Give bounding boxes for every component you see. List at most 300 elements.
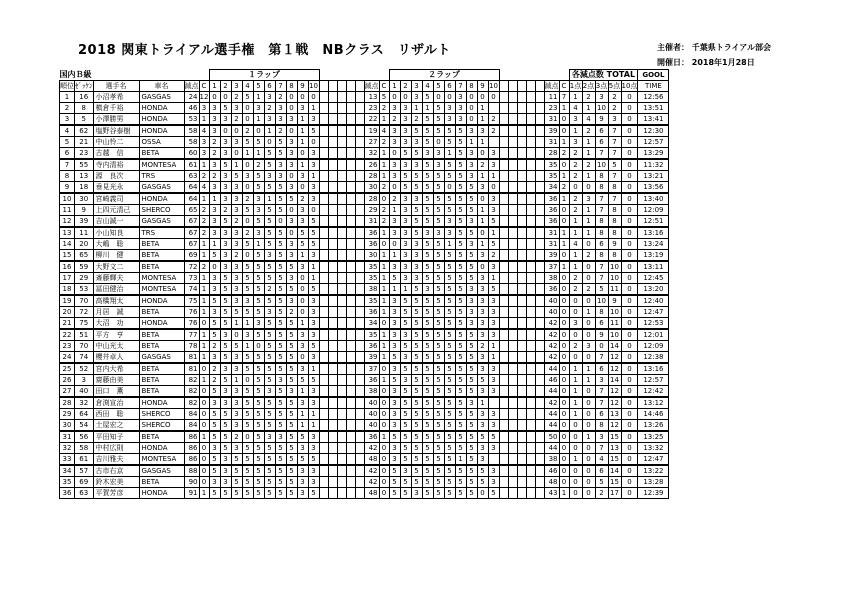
lap2-section-cell: 0 [477,148,488,160]
lap2-section-cell: 0 [389,239,400,250]
lap2-section-cell: 5 [455,341,466,352]
lap1-section-cell: 3 [231,273,242,284]
number-cell: 59 [75,261,94,273]
lap1-section-cell: 2 [231,216,242,228]
rank-cell: 35 [60,477,75,488]
lap1-clean-cell: 0 [379,454,389,466]
lap1-section-cell: 3 [308,386,319,398]
deduct-2pt-cell: 0 [582,386,595,398]
lap1-section-cell: 3 [308,114,319,126]
lap1-section-cell: 5 [264,397,275,409]
deduct-10pt-cell: 0 [621,182,638,194]
lap1-section-cell: 5 [308,341,319,352]
lap2-section-cell: 5 [411,443,422,454]
deduct-10pt-cell: 0 [621,92,638,103]
deduct-5pt-cell: 3 [608,114,621,126]
lap1-section-cell: 3 [242,171,253,182]
lap2-score-cell: 36 [544,193,559,205]
lap1-clean-cell: 1 [379,171,389,182]
lap2-section-cell: 3 [389,261,400,273]
lap1-section-cell: 5 [242,409,253,420]
lap2-section-cell: 5 [433,239,444,250]
lap1-section-cell: 3 [209,307,220,318]
lap2-section-cell: 5 [444,352,455,364]
lap1-section-cell: 3 [286,239,297,250]
total-score-cell: 76 [184,307,199,318]
lap2-section-cell: 5 [422,431,433,443]
deduct-5pt-cell: 14 [608,465,621,477]
table-row [60,329,669,341]
lap2-clean-cell: 0 [559,397,569,409]
deduct-2pt-cell: 0 [582,352,595,364]
lap1-section-cell: 5 [308,239,319,250]
lap1-section-cell: 0 [220,125,231,137]
clean-count-cell: 1 [199,431,209,443]
lap1-section-cell: 3 [231,137,242,148]
lap1-section-cell: 5 [220,307,231,318]
deduct-2pt-cell: 2 [582,92,595,103]
col-lap1-section: 10 [309,82,318,90]
lap2-section-cell: 3 [400,193,411,205]
lap2-section-cell: 5 [422,397,433,409]
lap1-section-cell: 1 [297,420,308,432]
lap2-section-cell: 3 [477,295,488,307]
lap2-section-cell: 5 [389,375,400,386]
lap2-section-cell: 5 [400,182,411,194]
lap1-section-cell: 1 [253,92,264,103]
lap2-section-cell: 0 [389,148,400,160]
lap2-section-cell: 5 [400,488,411,499]
lap2-score-cell: 36 [544,205,559,216]
lap1-section-cell: 0 [297,182,308,194]
lap2-section-cell: 5 [466,205,477,216]
lap2-section-cell: 0 [477,193,488,205]
lap2-section-cell: 5 [444,431,455,443]
rank-cell: 28 [60,397,75,409]
lap2-section-cell: 5 [466,193,477,205]
lap2-section-cell: 5 [422,443,433,454]
lap2-clean-cell: 0 [559,409,569,420]
lap1-section-cell: 0 [297,148,308,160]
lap1-section-cell: 2 [286,307,297,318]
lap2-section-cell: 3 [477,307,488,318]
lap2-section-cell: 5 [444,477,455,488]
lap2-clean-cell: 0 [559,159,569,171]
lap1-section-cell: 3 [286,295,297,307]
lap2-section-cell: 5 [455,193,466,205]
rider-name-cell: 中山光太 [93,341,139,352]
rank-cell: 1 [60,92,75,103]
lap2-section-cell: 5 [433,431,444,443]
lap1-section-cell: 2 [231,114,242,126]
lap1-section-cell: 3 [253,318,264,330]
lap2-section-cell: 5 [444,397,455,409]
table-row [60,397,669,409]
lap2-clean-cell: 0 [559,329,569,341]
deduct-3pt-cell: 7 [595,386,608,398]
lap1-section-cell: 5 [264,454,275,466]
lap1-section-cell: 2 [209,148,220,160]
lap2-section-cell: 3 [477,420,488,432]
rider-name-cell: 塩野谷泰樹 [93,125,139,137]
lap2-clean-cell: 0 [559,477,569,488]
lap2-section-cell: 5 [422,375,433,386]
lap2-section-cell: 5 [422,125,433,137]
deduct-1pt-cell: 1 [569,454,582,466]
deduct-2pt-cell: 1 [582,205,595,216]
deduct-1pt-cell: 0 [569,295,582,307]
lap1-section-cell: 5 [264,295,275,307]
lap2-section-cell: 3 [477,182,488,194]
lap2-section-cell: 5 [422,250,433,262]
lap2-section-cell: 3 [400,103,411,114]
lap1-section-cell: 3 [220,193,231,205]
lap2-section-cell: 0 [433,92,444,103]
lap2-section-cell: 5 [422,420,433,432]
lap2-section-cell: 0 [488,92,499,103]
deduct-5pt-cell: 15 [608,431,621,443]
lap2-section-cell: 2 [389,193,400,205]
deduct-2pt-cell: 1 [582,103,595,114]
lap1-section-cell: 5 [231,488,242,499]
lap2-section-cell: 5 [477,477,488,488]
lap2-section-cell: 5 [389,352,400,364]
rider-name-cell: 西田 聡 [93,409,139,420]
lap1-section-cell: 5 [286,477,297,488]
lap1-section-cell: 5 [286,420,297,432]
lap1-section-cell: 1 [242,341,253,352]
rank-cell: 31 [60,431,75,443]
rider-name-cell: 平賀芳彦 [93,488,139,499]
lap1-section-cell: 5 [264,273,275,284]
lap2-section-cell: 3 [400,114,411,126]
lap1-section-cell: 5 [275,318,286,330]
deduct-1pt-cell: 2 [569,341,582,352]
lap2-section-cell: 5 [455,409,466,420]
deduct-5pt-cell: 8 [608,250,621,262]
lap1-section-cell: 5 [220,273,231,284]
lap1-section-cell: 0 [308,137,319,148]
lap2-score-cell: 34 [544,182,559,194]
deduct-5pt-cell: 10 [608,273,621,284]
total-score-cell: 64 [184,193,199,205]
lap1-section-cell: 5 [264,420,275,432]
lap1-section-cell: 3 [231,261,242,273]
lap2-section-cell: 3 [488,477,499,488]
bike-cell: HONDA [139,318,184,330]
deduct-10pt-cell: 0 [621,397,638,409]
lap2-clean-cell: 1 [559,103,569,114]
time-cell: 12:38 [638,352,669,364]
lap2-section-cell: 3 [433,159,444,171]
lap2-section-cell: 5 [455,261,466,273]
lap2-section-cell: 3 [389,409,400,420]
lap1-section-cell: 5 [209,250,220,262]
lap2-section-cell: 3 [488,386,499,398]
lap2-score-cell: 31 [544,239,559,250]
lap1-section-cell: 1 [297,409,308,420]
lap1-section-cell: 3 [286,182,297,194]
lap1-section-cell: 3 [242,329,253,341]
lap2-section-cell: 5 [433,329,444,341]
lap1-section-cell: 3 [231,103,242,114]
lap1-section-cell: 1 [242,318,253,330]
total-score-cell: 67 [184,216,199,228]
rank-cell: 36 [60,488,75,499]
lap1-section-cell: 2 [297,193,308,205]
lap1-section-cell: 5 [264,375,275,386]
lap2-score-cell: 36 [544,216,559,228]
lap2-section-cell: 5 [455,125,466,137]
lap2-clean-cell: 0 [559,284,569,296]
lap2-section-cell: 1 [411,103,422,114]
lap2-section-cell: 0 [433,137,444,148]
rider-name-cell: 大野文二 [93,261,139,273]
table-row [60,239,669,250]
deduct-10pt-cell: 0 [621,454,638,466]
lap1-section-cell: 2 [264,103,275,114]
lap1-section-cell: 5 [275,250,286,262]
rank-cell: 9 [60,182,75,194]
lap1-section-cell: 3 [220,363,231,375]
lap1-clean-cell: 0 [379,409,389,420]
clean-count-cell: 0 [199,386,209,398]
lap1-section-cell: 5 [220,103,231,114]
lap1-section-cell: 1 [297,250,308,262]
lap2-section-cell: 5 [455,488,466,499]
number-cell: 18 [75,182,94,194]
lap2-section-cell: 5 [433,284,444,296]
clean-count-cell: 1 [199,329,209,341]
lap1-clean-cell: 0 [379,318,389,330]
rank-cell: 24 [60,352,75,364]
lap2-score-cell: 44 [544,420,559,432]
rider-name-cell: 田口 薫 [93,386,139,398]
lap1-section-cell: 3 [286,273,297,284]
lap1-section-cell: 3 [231,352,242,364]
time-cell: 12:09 [638,205,669,216]
lap2-section-cell: 3 [444,216,455,228]
deduct-1pt-cell: 4 [569,239,582,250]
deduct-5pt-cell: 8 [608,205,621,216]
deduct-10pt-cell: 0 [621,239,638,250]
lap2-section-cell: 3 [444,114,455,126]
deduct-2pt-cell: 2 [582,159,595,171]
deduct-3pt-cell: 3 [595,92,608,103]
clean-count-cell: 4 [199,182,209,194]
lap2-section-cell: 5 [433,443,444,454]
table-row [60,137,669,148]
lap2-section-cell: 3 [466,216,477,228]
clean-count-cell: 2 [199,227,209,239]
lap1-score-cell: 35 [364,295,379,307]
lap2-section-cell: 3 [411,137,422,148]
lap1-section-cell: 3 [308,295,319,307]
lap2-section-cell: 5 [422,409,433,420]
lap2-section-cell: 3 [466,318,477,330]
lap1-section-cell: 1 [209,193,220,205]
lap2-section-cell: 5 [455,182,466,194]
lap2-section-cell: 5 [433,397,444,409]
lap2-section-cell [488,397,499,409]
lap1-section-cell: 5 [264,341,275,352]
lap1-section-cell: 5 [242,386,253,398]
deduction-total-header: 各減点数 TOTAL [569,70,638,81]
lap2-section-cell: 0 [477,261,488,273]
number-cell: 30 [75,193,94,205]
deduct-10pt-cell: 0 [621,488,638,499]
lap1-section-cell: 3 [220,477,231,488]
lap1-section-cell: 5 [253,397,264,409]
lap2-section-cell: 5 [444,307,455,318]
header-row-columns [60,81,669,92]
lap1-section-cell: 3 [297,488,308,499]
lap2-clean-cell: 2 [559,182,569,194]
lap2-clean-cell: 1 [559,488,569,499]
lap1-section-cell: 0 [264,137,275,148]
lap2-section-cell: 3 [400,261,411,273]
lap2-section-cell: 5 [488,488,499,499]
lap2-section-cell: 5 [433,341,444,352]
lap2-score-cell: 42 [544,352,559,364]
lap1-section-cell: 5 [231,171,242,182]
lap2-section-cell: 5 [455,159,466,171]
lap2-section-cell: 5 [400,477,411,488]
lap1-section-cell: 3 [231,397,242,409]
total-score-cell: 77 [184,329,199,341]
rank-cell: 2 [60,103,75,114]
lap2-section-cell: 3 [488,363,499,375]
lap1-section-cell: 5 [275,397,286,409]
lap1-section-cell: 3 [220,397,231,409]
lap1-section-cell: 5 [264,477,275,488]
deduct-5pt-cell: 13 [608,443,621,454]
deduct-5pt-cell: 14 [608,341,621,352]
lap1-section-cell: 5 [297,375,308,386]
lap2-section-cell: 5 [455,443,466,454]
lap1-clean-cell: 4 [379,125,389,137]
lap1-section-cell: 5 [220,488,231,499]
lap2-section-cell: 5 [433,216,444,228]
lap1-section-cell: 5 [231,477,242,488]
lap1-section-cell: 3 [209,284,220,296]
lap1-score-cell: 26 [364,159,379,171]
lap2-section-cell: 5 [466,375,477,386]
lap1-section-cell: 5 [275,477,286,488]
lap1-section-cell: 3 [209,443,220,454]
rider-name-cell: 月居 誠 [93,307,139,318]
lap2-section-cell: 5 [422,216,433,228]
lap1-section-cell: 5 [275,465,286,477]
clean-count-cell: 1 [199,273,209,284]
deduct-2pt-cell: 0 [582,465,595,477]
deduct-5pt-cell: 12 [608,420,621,432]
lap2-section-cell: 5 [466,465,477,477]
lap2-section-cell: 5 [422,454,433,466]
table-row [60,92,669,103]
deduct-10pt-cell: 0 [621,273,638,284]
bike-cell: HONDA [139,193,184,205]
total-score-cell: 53 [184,114,199,126]
lap2-section-cell: 5 [411,420,422,432]
deduct-1pt-cell: 2 [569,284,582,296]
time-cell: 14:46 [638,409,669,420]
lap1-section-cell: 5 [231,307,242,318]
lap1-section-cell: 3 [253,193,264,205]
deduct-1pt-cell: 3 [569,114,582,126]
deduct-3pt-cell: 7 [595,193,608,205]
deduct-2pt-cell: 0 [582,273,595,284]
deduct-2pt-cell: 0 [582,261,595,273]
deduct-3pt-cell: 8 [595,216,608,228]
lap1-section-cell: 5 [242,397,253,409]
lap1-section-cell: 5 [264,159,275,171]
lap1-section-cell: 3 [220,454,231,466]
lap1-section-cell: 5 [275,307,286,318]
table-row [60,261,669,273]
lap1-section-cell: 5 [253,182,264,194]
deduct-10pt-cell: 0 [621,261,638,273]
table-row [60,103,669,114]
deduct-10pt-cell: 0 [621,114,638,126]
lap1-section-cell: 0 [286,227,297,239]
lap2-section-cell: 3 [400,239,411,250]
deduct-1pt-cell: 0 [569,329,582,341]
lap2-section-cell: 3 [488,307,499,318]
lap2-section-cell: 5 [422,137,433,148]
deduct-2pt-cell: 0 [582,318,595,330]
lap2-section-cell: 3 [444,103,455,114]
lap1-clean-cell: 0 [379,239,389,250]
lap2-section-cell: 3 [488,205,499,216]
lap2-clean-cell: 7 [559,92,569,103]
page-title: 2018 関東トライアル選手権 第１戦 NBクラス リザルト [78,43,451,58]
lap2-section-cell: 1 [389,284,400,296]
bike-cell: BETA [139,341,184,352]
lap1-section-cell: 0 [275,216,286,228]
lap2-section-cell: 5 [466,261,477,273]
lap1-clean-cell: 1 [379,227,389,239]
rider-name-cell: 古越 信 [93,148,139,160]
lap2-score-cell: 48 [544,477,559,488]
lap2-section-cell: 5 [466,386,477,398]
deduct-1pt-cell: 0 [569,465,582,477]
lap1-section-cell: 5 [264,352,275,364]
lap2-section-cell: 1 [389,205,400,216]
lap2-section-cell: 2 [389,114,400,126]
lap1-section-cell: 5 [242,454,253,466]
lap2-section-cell: 3 [389,295,400,307]
lap2-section-cell: 5 [433,205,444,216]
col-number: ｾﾞｯｹﾝ [75,82,93,90]
table-row [60,454,669,466]
lap1-section-cell: 5 [275,386,286,398]
lap1-section-cell: 5 [264,216,275,228]
time-cell: 12:45 [638,273,669,284]
col-lap1-section: 6 [264,81,275,92]
table-row [60,386,669,398]
lap1-section-cell: 5 [209,420,220,432]
deduct-1pt-cell: 0 [569,488,582,499]
number-cell: 65 [75,250,94,262]
lap2-section-cell: 1 [389,250,400,262]
deduct-1pt-cell: 2 [569,205,582,216]
lap2-section-cell: 3 [389,318,400,330]
lap2-section-cell: 3 [488,420,499,432]
clean-count-cell: 0 [199,318,209,330]
rider-name-cell: 斎藤輝夫 [93,273,139,284]
number-cell: 61 [75,454,94,466]
